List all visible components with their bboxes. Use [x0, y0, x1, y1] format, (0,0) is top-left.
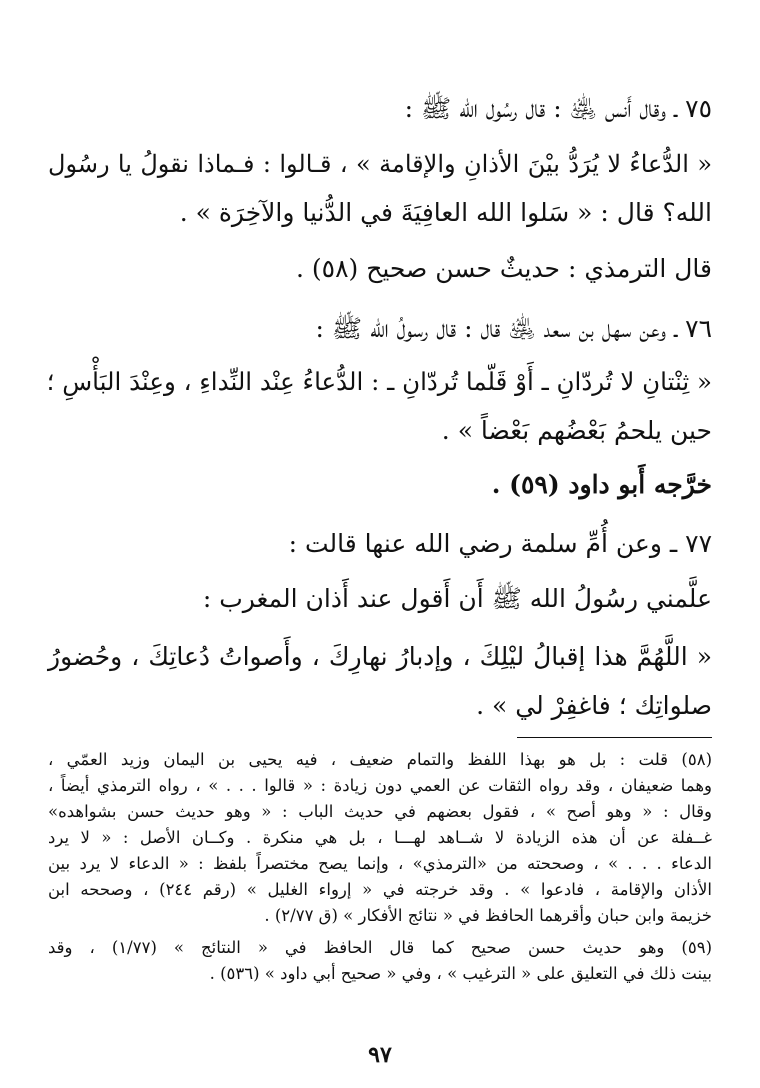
hadith-75-text-line-1: « الدُّعاءُ لا يُرَدُّ بيْنَ الأذانِ والإقامة » ، قـالوا : فـماذا نقولُ يا رسُول [48, 150, 712, 178]
abu-dawud-attribution: خرَّجه أَبو داود (٥٩) . [491, 470, 712, 499]
footnote-58-line-1: (٥٨) قلت : بل هو بهذا اللفظ والتمام ضعيف ، فيه يحيى بن اليمان وزيد العمّي ، [48, 750, 712, 769]
footnote-58-line-6: الأذان والإقامة ، فادعوا » . وقد خرجته في « إرواء الغليل » (رقم ٢٤٤) ، وصححه ابن [48, 880, 712, 899]
hadith-77-text-line-1: « اللَّهُمَّ هذا إقبالُ ليْلِكَ ، وإدبارُ نهارِكَ ، وأَصواتُ دُعاتِكَ ، وحُضورُ [48, 642, 712, 671]
footnote-separator [517, 737, 712, 738]
page-number: ٩٧ [368, 1042, 392, 1068]
footnote-59-line-2: بينت ذلك في التعليق على « الترغيب » ، وفي « صحيح أبي داود » (٥٣٦) . [209, 964, 712, 983]
tirmidhi-grading: قال الترمذي : حديثٌ حسن صحيح (٥٨) . [295, 254, 712, 283]
footnote-58-line-4: غــفلة عن أن هذه الزيادة لا شــاهد لهـــا ، بل هي منكرة . وكــان الأصل : « لا يرد [48, 828, 712, 847]
hadith-76-text-line-2: حين يلحمُ بَعْضُهم بَعْضاً » . [441, 416, 712, 445]
hadith-76-text-line-1: « ثِنْتانِ لا تُردّانِ ـ أَوْ قَلّما تُردّانِ ـ : الدُّعاءُ عِنْد النِّداءِ ، وعِنْدَ البَأْسِ ؛ [46, 367, 712, 396]
footnote-58-line-3: وقال : « وهو أصح » ، فقول بعضهم في حديث الباب : « وهو حديث حسن بشواهده» [48, 802, 712, 821]
footnote-58-line-7: خزيمة وابن حبان وأقرهما الحافظ في « نتائج الأفكار » (ق ٢/٧٧) . [264, 906, 712, 925]
hadith-77-text-line-2: صلواتِك ؛ فاغفِرْ لي » . [476, 691, 712, 720]
hadith-77-intro: علَّمني رسُولُ الله ﷺ أَن أَقول عند أَذان المغرب : [202, 584, 712, 613]
hadith-75-text-line-2: الله؟ قال : « سَلوا الله العافِيَةَ في الدُّنيا والآخِرَة » . [179, 198, 712, 227]
hadith-75-heading: ٧٥ ـ وقال أَنس ﵁ : قال رسُول الله ﷺ : [404, 94, 712, 123]
footnote-58-line-2: وهما ضعيفان ، وقد رواه الثقات عن العمي دون زيادة : « قالوا . . . » ، رواه الترمذي أيضاً ، [48, 776, 712, 795]
footnote-58-line-5: الدعاء . . . » ، وصححته من «الترمذي» ، وإنما يصح مختصراً بلفظ : « الدعاء لا يرد بين [48, 854, 712, 873]
hadith-77-heading: ٧٧ ـ وعن أُمِّ سلمة رضي الله عنها قالت : [288, 529, 712, 558]
footnote-59-line-1: (٥٩) وهو حديث حسن صحيح كما قال الحافظ في « النتائج » (١/٧٧) ، وقد [48, 938, 712, 957]
hadith-76-heading: ٧٦ ـ وعن سهل بن سعد ﵁ قال : قال رسولُ الله ﷺ : [315, 314, 712, 343]
